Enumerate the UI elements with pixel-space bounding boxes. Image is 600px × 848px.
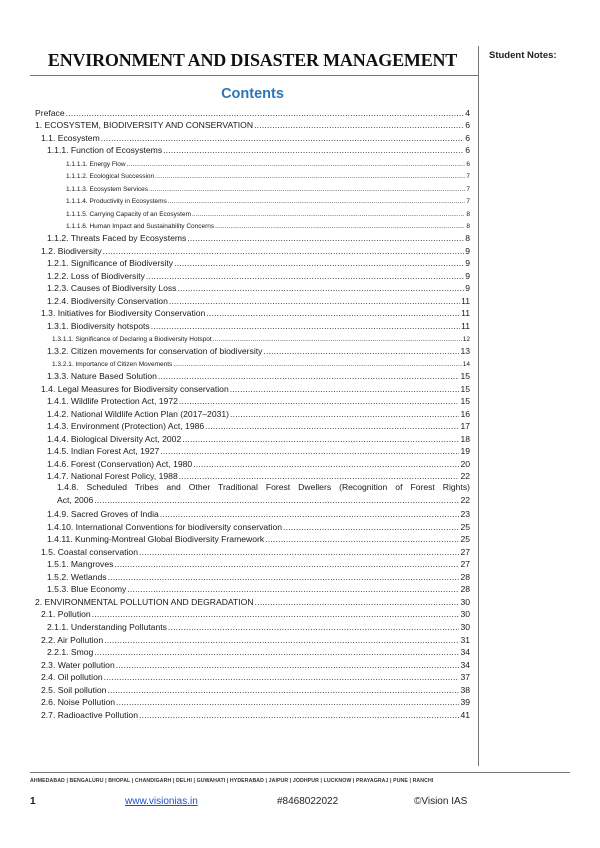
toc-leader-dots	[151, 322, 460, 331]
toc-entry-page: 9	[465, 270, 470, 281]
toc-entry-text: 1.4.10. International Conventions for biodiversity conservation	[47, 521, 283, 532]
toc-entry-page: 22	[460, 494, 470, 505]
toc-entry-page: 38	[460, 684, 470, 695]
toc-entry[interactable]	[35, 205, 470, 218]
toc-entry-text: Preface	[35, 107, 65, 118]
toc-entry-text: 2.2. Air Pollution	[41, 634, 104, 645]
toc-entry-page: 9	[465, 258, 470, 269]
toc-entry-page: 14	[462, 361, 470, 369]
toc-entry-text: 2.1. Pollution	[41, 609, 91, 620]
toc-entry[interactable]	[35, 456, 470, 469]
toc-entry-text: 1.4.7. National Forest Policy, 1988	[47, 471, 178, 482]
toc-leader-dots	[160, 510, 460, 519]
toc-entry[interactable]	[35, 306, 470, 319]
toc-leader-dots	[205, 423, 459, 432]
toc-entry-text: 1.2.4. Biodiversity Conservation	[47, 295, 168, 306]
toc-entry-text: 1.4.1. Wildlife Protection Act, 1972	[47, 396, 178, 407]
toc-leader-dots	[174, 260, 464, 269]
toc-entry-text: 1.3.3. Nature Based Solution	[47, 371, 157, 382]
toc-entry[interactable]	[35, 168, 470, 181]
toc-entry-text: 1.1.1. Function of Ecosystems	[47, 145, 163, 156]
toc-entry-page: 31	[460, 634, 470, 645]
toc-leader-dots	[103, 247, 465, 256]
toc-entry-text: 1.4.2. National Wildlife Action Plan (2017–2031)	[47, 408, 230, 419]
toc-entry-text: 1.5.2. Wetlands	[47, 571, 107, 582]
toc-entry[interactable]	[35, 544, 470, 557]
toc-leader-dots	[230, 410, 459, 419]
toc-entry[interactable]	[35, 682, 470, 695]
toc-leader-dots	[139, 548, 459, 557]
toc-entry-page: 15	[460, 383, 470, 394]
toc-leader-dots	[94, 648, 459, 657]
toc-entry-page: 6	[465, 145, 470, 156]
toc-entry-text: 2.4. Oil pollution	[41, 672, 103, 683]
toc-section-2	[35, 507, 470, 720]
toc-entry-text: 1.1.2. Threats Faced by Ecosystems	[47, 233, 187, 244]
footer-bar	[30, 796, 570, 810]
toc-entry-page: 37	[460, 672, 470, 683]
toc-entry[interactable]	[35, 619, 470, 632]
contents-heading: Contents	[221, 86, 284, 102]
toc-leader-dots	[127, 586, 459, 595]
toc-entry[interactable]	[35, 293, 470, 306]
toc-entry-page: 13	[460, 345, 470, 356]
toc-entry-page: 6	[465, 120, 470, 131]
toc-entry-page: 22	[460, 471, 470, 482]
phone-number: #8468022022	[277, 796, 339, 807]
toc-entry-text-line1: 1.4.8. Scheduled Tribes and Other Traditional Forest Dwellers (Recognition of Forest Rights)	[57, 482, 470, 493]
notes-column-divider	[478, 46, 479, 766]
toc-entry-page: 8	[466, 210, 470, 218]
toc-entry[interactable]	[35, 130, 470, 143]
toc-entry-page: 20	[460, 458, 470, 469]
toc-entry-text: 1.2.3. Causes of Biodiversity Loss	[47, 283, 177, 294]
toc-entry[interactable]	[35, 557, 470, 570]
toc-entry-text: 1.3.2.1. Importance of Citizen Movements	[52, 361, 173, 369]
toc-entry-text: 1.2.2. Loss of Biodiversity	[47, 270, 145, 281]
toc-leader-dots	[155, 174, 465, 181]
toc-entry-page: 25	[460, 534, 470, 545]
toc-entry-text: 1.3. Initiatives for Biodiversity Conservation	[41, 308, 206, 319]
toc-entry[interactable]	[35, 243, 470, 256]
toc-entry-page: 30	[460, 609, 470, 620]
document-title: ENVIRONMENT AND DISASTER MANAGEMENT	[47, 50, 458, 70]
toc-entry-wrapped[interactable]	[35, 481, 470, 506]
toc-leader-dots	[215, 224, 465, 231]
toc-entry-text: 1.2.1. Significance of Biodiversity	[47, 258, 174, 269]
toc-entry[interactable]	[35, 582, 470, 595]
toc-leader-dots	[173, 362, 461, 369]
toc-leader-dots	[107, 686, 459, 695]
toc-entry-text: 1.1.1.1. Energy Flow	[66, 160, 126, 168]
toc-entry-text: 2.6. Noise Pollution	[41, 697, 116, 708]
toc-entry-text: 1.5.3. Blue Economy	[47, 584, 127, 595]
toc-leader-dots	[213, 337, 462, 344]
toc-entry-page: 8	[465, 233, 470, 244]
toc-entry-page: 8	[466, 223, 470, 231]
toc-entry-text: 1.1.1.5. Carrying Capacity of an Ecosystem	[66, 210, 192, 218]
toc-entry[interactable]	[35, 356, 470, 369]
toc-entry-page: 7	[466, 173, 470, 181]
toc-leader-dots	[168, 199, 466, 206]
toc-leader-dots	[283, 523, 459, 532]
toc-entry[interactable]	[35, 406, 470, 419]
toc-entry-text: 2.1.1. Understanding Pollutants	[47, 621, 167, 632]
toc-leader-dots	[255, 598, 460, 607]
toc-entry-page: 16	[460, 408, 470, 419]
toc-leader-dots	[206, 310, 460, 319]
toc-entry-page: 6	[465, 132, 470, 143]
toc-entry[interactable]	[35, 281, 470, 294]
toc-entry[interactable]	[35, 569, 470, 582]
toc-entry-page: 15	[460, 396, 470, 407]
toc-entry[interactable]	[35, 670, 470, 683]
toc-entry[interactable]	[35, 657, 470, 670]
toc-entry-page: 12	[462, 336, 470, 344]
toc-entry-page: 9	[465, 283, 470, 294]
toc-entry[interactable]	[35, 507, 470, 520]
toc-entry-page: 34	[460, 647, 470, 658]
toc-leader-dots	[263, 347, 459, 356]
footer-cities: AHMEDABAD | BENGALURU | BHOPAL | CHANDIGARH | DELHI | GUWAHATI | HYDERABAD | JAIPUR | JODHPUR | LUCKNOW | PRAYAGRAJ | PUNE | RANCHI	[30, 778, 434, 784]
toc-entry-page: 7	[466, 185, 470, 193]
toc-entry-page: 27	[460, 546, 470, 557]
toc-entry[interactable]	[35, 155, 470, 168]
toc-entry[interactable]	[35, 218, 470, 231]
toc-entry-text: 2.7. Radioactive Pollution	[41, 709, 138, 720]
toc-entry[interactable]	[35, 444, 470, 457]
toc-entry-text: 2.5. Soil pollution	[41, 684, 107, 695]
toc-entry[interactable]	[35, 118, 470, 131]
toc-entry-page: 11	[461, 295, 470, 306]
toc-entry[interactable]	[35, 431, 470, 444]
toc-entry[interactable]	[35, 193, 470, 206]
toc-leader-dots	[158, 372, 460, 381]
toc-entry-page: 41	[460, 709, 470, 720]
toc-entry-text: 1.1.1.3. Ecosystem Services	[66, 185, 149, 193]
toc-entry-page: 11	[461, 308, 470, 319]
title-underline	[30, 75, 478, 76]
toc-entry-page: 11	[461, 320, 470, 331]
toc-entry[interactable]	[35, 343, 470, 356]
toc-entry-text: 1.4.6. Forest (Conservation) Act, 1980	[47, 458, 193, 469]
toc-leader-dots	[179, 398, 460, 407]
toc-entry[interactable]	[35, 105, 470, 118]
toc-entry-text: 1.4.3. Environment (Protection) Act, 1986	[47, 421, 205, 432]
toc-entry-page: 39	[460, 697, 470, 708]
toc-entry-page: 6	[466, 160, 470, 168]
toc-entry-text: 1.5. Coastal conservation	[41, 546, 138, 557]
toc-leader-dots	[127, 161, 466, 168]
toc-entry[interactable]	[35, 645, 470, 658]
toc-leader-dots	[182, 435, 459, 444]
toc-entry-page: 23	[460, 509, 470, 520]
toc-entry[interactable]	[35, 607, 470, 620]
toc-entry[interactable]	[35, 331, 470, 344]
toc-entry[interactable]	[35, 368, 470, 381]
toc-entry-page: 9	[465, 245, 470, 256]
toc-leader-dots	[116, 699, 459, 708]
toc-entry-text: 1.1.1.4. Productivity in Ecosystems	[66, 198, 167, 206]
toc-entry-page: 30	[460, 621, 470, 632]
toc-entry[interactable]	[35, 695, 470, 708]
toc-leader-dots	[101, 134, 464, 143]
toc-entry-page: 4	[465, 107, 470, 118]
page-number: 1	[30, 796, 36, 807]
toc-leader-dots	[146, 272, 464, 281]
toc-entry[interactable]	[35, 394, 470, 407]
website-link[interactable]: www.visionias.in	[125, 796, 198, 807]
toc-leader-dots	[149, 186, 465, 193]
toc-entry-page: 17	[460, 421, 470, 432]
toc-leader-dots	[169, 297, 460, 306]
toc-entry-text: 1.4.4. Biological Diversity Act, 2002	[47, 433, 182, 444]
table-of-contents	[35, 105, 470, 720]
toc-entry-text: 1.3.2. Citizen movements for conservation of biodiversity	[47, 345, 263, 356]
toc-entry[interactable]	[35, 707, 470, 720]
toc-entry-page: 34	[460, 659, 470, 670]
toc-entry-text: 1.4. Legal Measures for Biodiversity conservation	[41, 383, 229, 394]
toc-entry-text: 2.2.1. Smog	[47, 647, 94, 658]
toc-leader-dots	[66, 109, 465, 118]
toc-entry-text: 1.3.1. Biodiversity hotspots	[47, 320, 150, 331]
toc-section-1	[35, 105, 470, 481]
toc-entry-text: 1.1.1.6. Human Impact and Sustainability Concerns	[66, 223, 215, 231]
toc-leader-dots	[192, 211, 465, 218]
toc-entry-text: 2.3. Water pollution	[41, 659, 115, 670]
toc-leader-dots	[116, 661, 460, 670]
toc-entry[interactable]	[35, 268, 470, 281]
toc-entry[interactable]	[35, 532, 470, 545]
toc-entry[interactable]	[35, 632, 470, 645]
toc-entry-text: 1.4.9. Sacred Groves of India	[47, 509, 159, 520]
toc-entry-page: 28	[460, 571, 470, 582]
toc-entry[interactable]	[35, 519, 470, 532]
toc-entry[interactable]	[35, 256, 470, 269]
toc-leader-dots	[177, 285, 464, 294]
brand-copyright: ©Vision IAS	[414, 796, 468, 807]
toc-entry[interactable]	[35, 143, 470, 156]
toc-entry-text: 1.4.5. Indian Forest Act, 1927	[47, 446, 160, 457]
toc-entry[interactable]	[35, 318, 470, 331]
toc-leader-dots	[94, 498, 459, 507]
toc-entry-text: 1.3.1.1. Significance of Declaring a Biodiversity Hotspot	[52, 336, 212, 344]
toc-entry-page: 19	[460, 446, 470, 457]
toc-entry[interactable]	[35, 230, 470, 243]
toc-leader-dots	[187, 234, 464, 243]
toc-entry-page: 27	[460, 559, 470, 570]
toc-leader-dots	[139, 711, 459, 720]
toc-entry[interactable]	[35, 469, 470, 482]
toc-entry-page: 7	[466, 198, 470, 206]
toc-leader-dots	[160, 448, 459, 457]
toc-entry-page: 15	[460, 371, 470, 382]
toc-entry-text: 1.1.1.2. Ecological Succession	[66, 173, 155, 181]
toc-entry[interactable]	[35, 594, 470, 607]
toc-leader-dots	[193, 460, 459, 469]
toc-entry-page: 28	[460, 584, 470, 595]
toc-entry-text-line2: Act, 2006	[57, 494, 94, 505]
toc-entry[interactable]	[35, 180, 470, 193]
toc-leader-dots	[163, 147, 464, 156]
toc-entry-page: 18	[460, 433, 470, 444]
toc-entry-text: 2. ENVIRONMENTAL POLLUTION AND DEGRADATION	[35, 596, 254, 607]
toc-entry-text: 1. ECOSYSTEM, BIODIVERSITY AND CONSERVATION	[35, 120, 254, 131]
toc-entry-text: 1.5.1. Mangroves	[47, 559, 114, 570]
toc-leader-dots	[104, 674, 460, 683]
toc-leader-dots	[254, 122, 464, 131]
toc-entry-page: 25	[460, 521, 470, 532]
toc-entry-page: 30	[460, 596, 470, 607]
footer-divider	[30, 772, 570, 773]
toc-leader-dots	[179, 473, 460, 482]
toc-leader-dots	[114, 561, 459, 570]
toc-entry-text: 1.1. Ecosystem	[41, 132, 100, 143]
toc-leader-dots	[168, 623, 460, 632]
toc-entry[interactable]	[35, 419, 470, 432]
student-notes-label: Student Notes:	[489, 50, 557, 61]
toc-leader-dots	[92, 611, 460, 620]
toc-entry-text: 1.4.11. Kunming-Montreal Global Biodiversity Framework	[47, 534, 265, 545]
toc-leader-dots	[104, 636, 459, 645]
toc-leader-dots	[230, 385, 460, 394]
toc-entry-text: 1.2. Biodiversity	[41, 245, 102, 256]
toc-leader-dots	[265, 536, 459, 545]
toc-entry[interactable]	[35, 381, 470, 394]
toc-leader-dots	[108, 573, 460, 582]
